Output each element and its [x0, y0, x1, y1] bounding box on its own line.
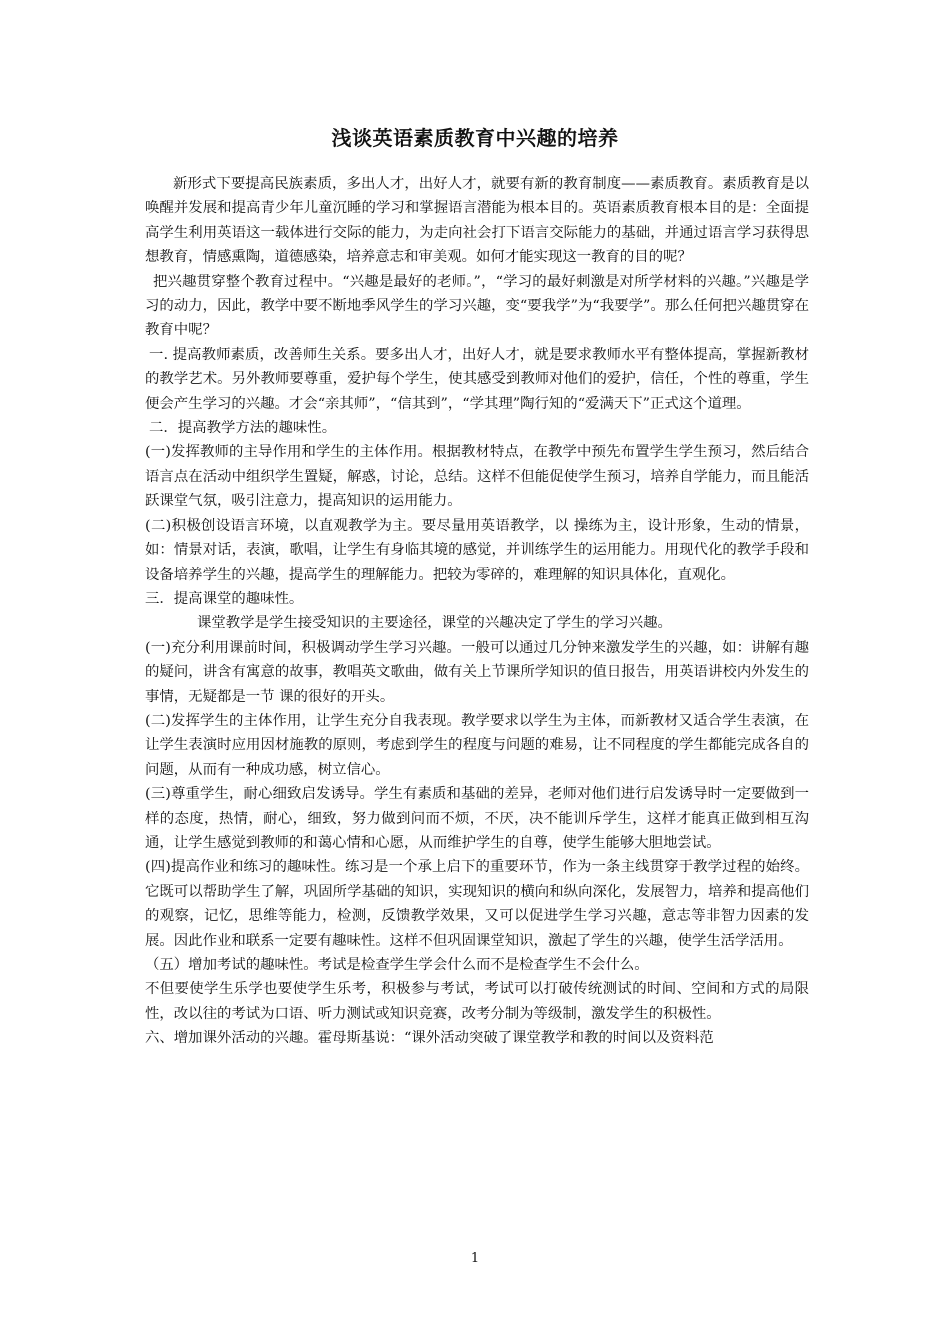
- document-body: [145, 172, 809, 1051]
- heading-section-3: 三．提高课堂的趣味性。: [145, 590, 304, 607]
- paragraph-intro: 新形式下要提高民族素质，多出人才，出好人才，就要有新的教育制度——素质教育。素质教育是以唤醒并发展和提高青少年儿童沉睡的学习和掌握语言潜能为根本目的。英语素质教育根本目的是：全面提高学生利用英语这一载体进行交际的能力，为走向社会打下语言交际能力的基础，并通过语言学习获得思想教育，情感熏陶，道德感染，培养意志和审美观。如何才能实现这一教育的目的呢？: [145, 176, 809, 266]
- heading-section-2: 二．提高教学方法的趣味性。: [149, 420, 337, 437]
- paragraph-section-6: 六、增加课外活动的兴趣。霍母斯基说：“课外活动突破了课堂教学和教的时间以及资料范: [145, 1030, 714, 1047]
- paragraph-section-3-intro: 课堂教学是学生接受知识的主要途径，课堂的兴趣决定了学生的学习兴趣。: [197, 615, 672, 632]
- paragraph-section-3-item-4: (四)提高作业和练习的趣味性。练习是一个承上启下的重要环节，作为一条主线贯穿于教学过程的始终。它既可以帮助学生了解，巩固所学基础的知识，实现知识的横向和纵向深化，发展智力，培养和提高他们的观察，记忆，思维等能力，检测，反馈教学效果，又可以促进学生学习兴趣，意志等非智力因素的发展。因此作业和联系一定要有趣味性。这样不但巩固课堂知识，激起了学生的兴趣，使学生活学活用。: [145, 859, 809, 949]
- paragraph-section-3-item-2: (二)发挥学生的主体作用，让学生充分自我表现。教学要求以学生为主体，而新教材又适合学生表演，在让学生表演时应用因材施教的原则，考虑到学生的程度与问题的难易，让不同程度的学生都能完成各自的问题，从而有一种成功感，树立信心。: [145, 712, 809, 778]
- paragraph-section-3-item-3: (三)尊重学生，耐心细致启发诱导。学生有素质和基础的差异，老师对他们进行启发诱导时一定要做到一样的态度，热情，耐心，细致，努力做到问而不烦，不厌，决不能训斥学生，这样才能真正做到相互沟通，让学生感觉到教师的和蔼心情和心愿，从而维护学生的自尊，使学生能够大胆地尝试。: [145, 786, 809, 851]
- paragraph-section-3-item-1: (一)充分利用课前时间，积极调动学生学习兴趣。一般可以通过几分钟来激发学生的兴趣，如：讲解有趣的疑问，讲含有寓意的故事，教唱英文歌曲，做有关上节课所学知识的值日报告，用英语讲校内外发生的事情，无疑都是一节 课的很好的开头。: [145, 639, 809, 705]
- paragraph-section-1: 一. 提高教师素质，改善师生关系。要多出人才，出好人才，就是要求教师水平有整体提高，掌握新教材的教学艺术。另外教师要尊重，爱护每个学生，使其感受到教师对他们的爱护，信任，个性的尊重，学生便会产生学习的兴趣。才会“亲其师”，“信其到”，“学其理”陶行知的“爱满天下”正式这个道理。: [145, 346, 809, 412]
- paragraph-section-3-item-5: （五）增加考试的趣味性。考试是检查学生学会什么而不是检查学生不会什么。: [145, 957, 649, 973]
- paragraph-interest: 把兴趣贯穿整个教育过程中。“兴趣是最好的老师。”，“学习的最好刺激是对所学材料的兴趣。”兴趣是学习的动力，因此，教学中要不断地季风学生的学习兴趣，变“要我学”为“我要学”。那么任何把兴趣贯穿在教育中呢？: [145, 273, 809, 339]
- paragraph-section-2-item-2: (二)积极创设语言环境，以直观教学为主。要尽量用英语教学，以 操练为主，设计形象，生动的情景，如：情景对话，表演，歌唱，让学生有身临其境的感觉，并训练学生的运用能力。用现代化的教学手段和设备培养学生的兴趣，提高学生的理解能力。把较为零碎的，难理解的知识具体化，直观化。: [145, 517, 809, 583]
- paragraph-section-2-item-1: (一)发挥教师的主导作用和学生的主体作用。根据教材特点，在教学中预先布置学生学生预习，然后结合语言点在活动中组织学生置疑，解惑，讨论，总结。这样不但能促使学生预习，培养自学能力，而且能活跃课堂气氛，吸引注意力，提高知识的运用能力。: [145, 444, 809, 510]
- paragraph-exam: 不但要使学生乐学也要使学生乐考，积极参与考试，考试可以打破传统测试的时间、空间和方式的局限性，改以往的考试为口语、听力测试或知识竞赛，改考分制为等级制，激发学生的积极性。: [145, 981, 809, 1022]
- document-title: 浅谈英语素质教育中兴趣的培养: [331, 126, 619, 150]
- page-number: 1: [470, 1251, 480, 1266]
